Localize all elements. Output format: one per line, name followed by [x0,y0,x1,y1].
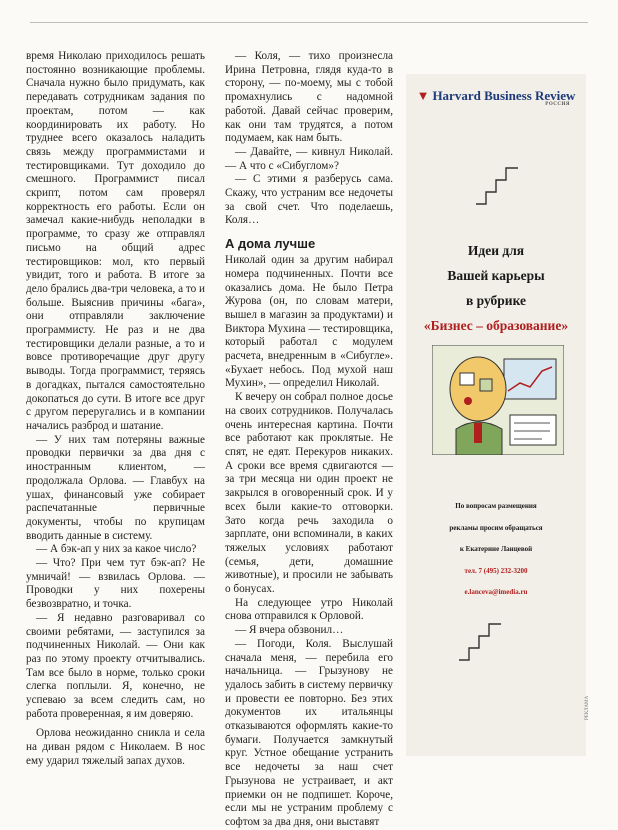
contact-line: По вопросам размещения [455,502,537,510]
text-column-left [26,50,205,769]
paragraph: — Коля, — тихо произнесла Ирина Петровна, глядя куда-то в сторону, — по-моему, мы с тобой промахнулись с надомной работой. Давай сейчас проверим, как они там трудятся, а потом подумаем, как нам быть. [225,50,393,145]
promo-line: Вашей карьеры [447,268,545,283]
promo-line: Идеи для [467,243,525,258]
stairs-icon [457,616,503,662]
paragraph: — С этими я разберусь сама. Скажу, что устраним все недочеты за свой счет. Что поделаешь, Коля… [225,173,393,227]
paragraph: — Я вчера обзвонил… [235,624,344,637]
paragraph: Орлова неожиданно сникла и села на диван рядом с Николаем. В нос ему ударил тяжелый запах духов. [26,727,205,767]
paragraph: — А бэк-ап у них за какое число? [36,543,197,556]
paragraph: На следующее утро Николай снова отправился к Орловой. [225,596,393,623]
brand-sub: РОССИЯ [545,102,570,107]
paragraph: — Я недавно разговаривал со своими ребятами, — заступился за подчиненных Николай. — Они как раз по этому проекту отчитывались. Там все было в норме, только сроки слегка поплыли. Я, конечно, не успеваю за всем следить сам, но работа проверенная, я им доверяю. [26,611,205,720]
brand-name: Harvard Business Review [432,88,576,103]
section-heading: А дома лучше [225,236,316,252]
promo-rubric: «Бизнес – образование» [423,318,569,333]
paragraph: К вечеру он собрал полное досье на своих сотрудников. Получалась очень интересная картина. Почти все работают как проклятые. Не спят, не едят. Перекуров никаких. А сроки все время сдвигаются — за три месяца ни один проект не закрылся в оговоренный срок. И у всех были какие-то отговорки. Зато когда речь заходила о зарплате, они вспоминали, в каких тяжелых условиях работают (семья, дети, домашние животные), и просили не забывать о бонусах. [225,391,393,596]
contact-line: к Екатерине Ланцевой [459,545,533,553]
hbr-logo [406,88,586,107]
contact-block [406,496,586,604]
text-column-middle [225,50,393,830]
stairs-icon [474,160,520,206]
paragraph: — Что? При чем тут бэк-ап? Не умничай! — взвилась Орлова. — Проводки у них похерены безвозвратно, и точка. [26,557,205,611]
businessman-illustration [432,345,564,455]
paragraph: Николай один за другим набирал номера подчиненных. Почти все оказались дома. Не было Петра Журова (он, по словам матери, вышел в магазин за продуктами) и Виктора Мухина — тестировщика, который работал с модулем расчета, внедренным в «Сибугле». «Бухает небось. Под мухой наш Мухин», — определил Николай. [225,254,393,390]
contact-line: рекламы просим обращаться [449,523,543,532]
top-rule [30,22,588,23]
paragraph: — У них там потеряны важные проводки первички за два дня с иностранным клиентом, — продолжала Орлова. — Главбух на ушах, финансовый уже собирает распечатанные первичные документы, чтобы по крупицам вводить данные в систему. [26,433,205,542]
paragraph: — Давайте, — кивнул Николай. — А что с «Сибуглом»? [225,145,393,172]
promo-line: в рубрике [465,293,527,308]
contact-phone: тел. 7 (495) 232-3200 [464,566,528,575]
paragraph: время Николаю приходилось решать постоянно возникающие проблемы. Сначала нужно было придумать, как передавать сотрудникам задания по проектам, потом — как координировать их работу. Но труднее всего оказалось наладить связь между программистами и тестировщиками. Тут доходило до смешного. Программист писал скрипт, потом сам проверял корректность его работы. Если он замечал какие-нибудь неполадки в программе, то сразу же отправлял письмо на общий адрес тестировщиков: мол, кто первый увидит, того и работа. В итоге за дело брались два-три человека, а то и больше. Выяснив причины «бага», они отправляли заключение программисту. Не раз и не два тестировщики делали разные, а то и вовсе противоречащие друг другу выводы. Тогда программист, теряясь в догадках, пытался самостоятельно докопаться до сути. В итоге все друг с другом переругались и в компании начались разброд и шатание. [26,50,205,432]
promo-text [406,238,586,338]
paragraph: — Погоди, Коля. Выслушай сначала меня, — перебила его начальница. — Грызунову не удалось забить в систему первичку и провести ее повторно. Без этих документов их итальянцы отказываются оформлять какие-то бумаги. Получается замкнутый круг. Устное обещание устранить все недочеты за наш счет Грызунова не устраивает, и акт приемки он не подпишет. Короче, если мы не устраним проблему с софтом за два дня, они выставят [225,637,393,828]
advertising-mark: РЕКЛАМА [585,695,590,720]
contact-email[interactable]: e.lanceva@imedia.ru [464,588,528,596]
shield-icon: ▼ [416,88,430,103]
